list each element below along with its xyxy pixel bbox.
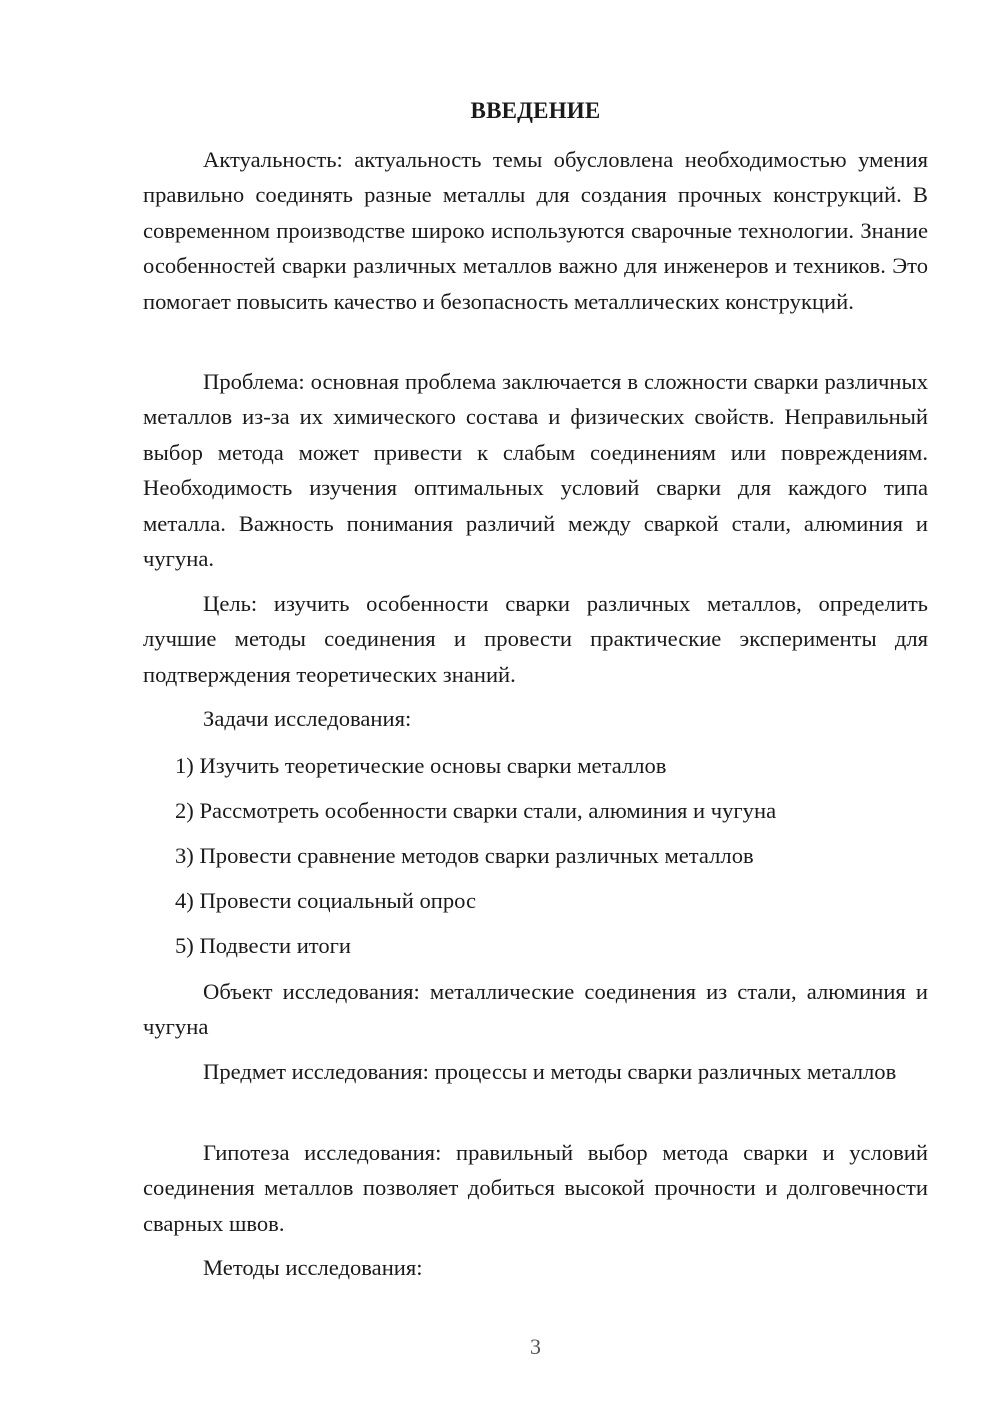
page-number: 3: [530, 1334, 541, 1359]
list-item: 5) Подвести итоги: [175, 933, 352, 958]
methods-title: Методы исследования:: [203, 1255, 423, 1280]
list-item: 1) Изучить теоретические основы сварки металлов: [175, 753, 667, 778]
document-page: [143, 0, 928, 1414]
list-item: 3) Провести сравнение методов сварки различных металлов: [175, 843, 754, 868]
paragraph-goal: Цель: изучить особенности сварки различных металлов, определить лучшие методы соединения и провести практические эксперименты для подтверждения теоретических знаний.: [143, 591, 928, 687]
paragraph-object: Объект исследования: металлические соединения из стали, алюминия и чугуна: [143, 979, 928, 1040]
paragraph-relevance: Актуальность: актуальность темы обусловлена необходимостью умения правильно соединять разные металлы для создания прочных конструкций. В современном производстве широко используются сварочные технологии. Знание особенностей сварки различных металлов важно для инженеров и техников. Это помогает повысить качество и безопасность металлических конструкций.: [143, 147, 928, 314]
tasks-title: Задачи исследования:: [203, 706, 412, 731]
list-item: 4) Провести социальный опрос: [175, 888, 477, 913]
page-title: ВВЕДЕНИЕ: [470, 98, 601, 123]
paragraph-hypothesis: Гипотеза исследования: правильный выбор метода сварки и условий соединения металлов позволяет добиться высокой прочности и долговечности сварных швов.: [143, 1140, 928, 1236]
paragraph-subject: Предмет исследования: процессы и методы сварки различных металлов: [203, 1059, 897, 1084]
list-item: 2) Рассмотреть особенности сварки стали, алюминия и чугуна: [175, 798, 777, 823]
paragraph-problem: Проблема: основная проблема заключается в сложности сварки различных металлов из-за их химического состава и физических свойств. Неправильный выбор метода может привести к слабым соединениям или повреждениям. Необходимость изучения оптимальных условий сварки для каждого типа металла. Важность понимания различий между сваркой стали, алюминия и чугуна.: [143, 369, 928, 572]
